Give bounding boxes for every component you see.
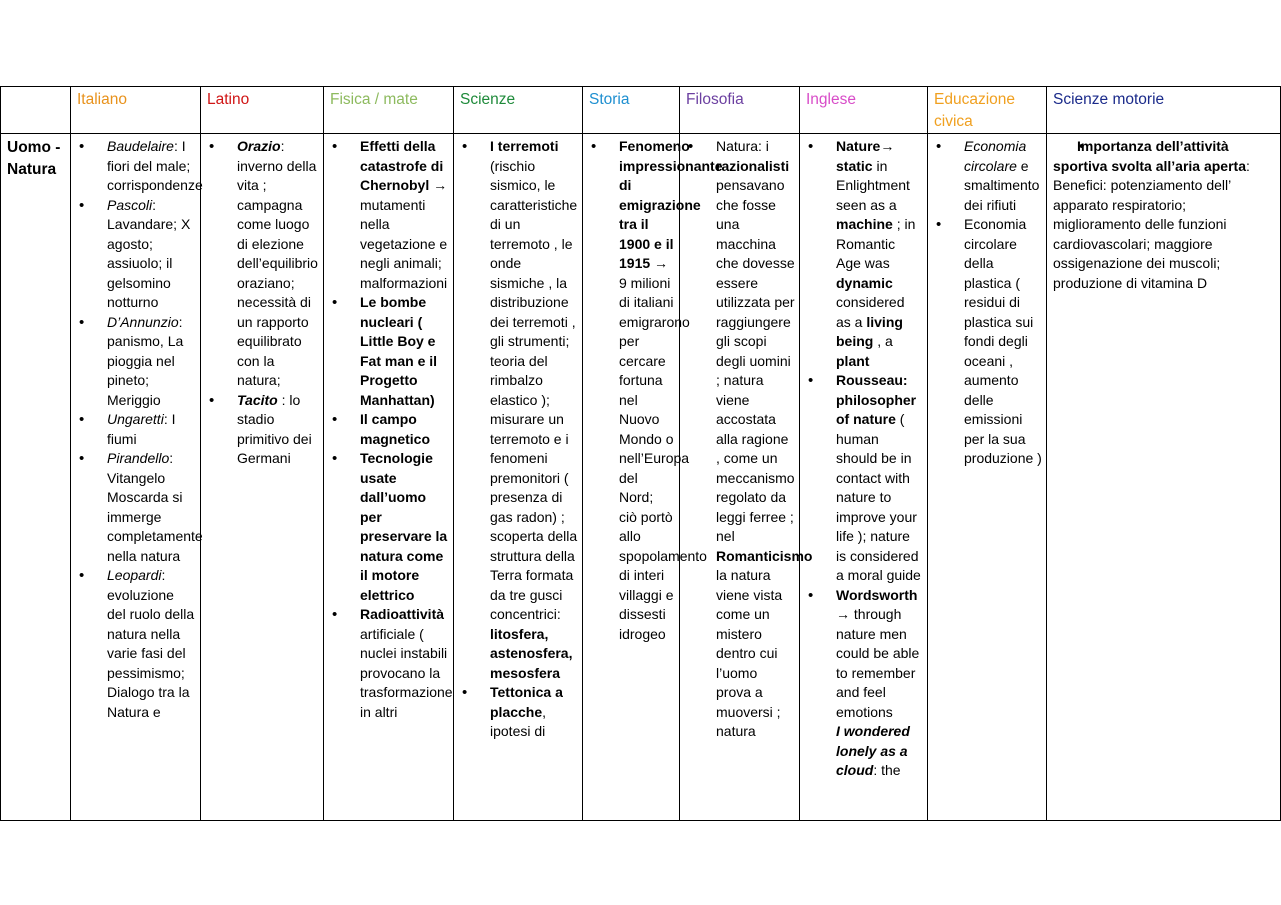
item-text: e smaltimento dei rifiuti bbox=[964, 157, 1040, 213]
item-bold: static bbox=[836, 157, 873, 174]
item-text: , ipotesi di bbox=[490, 703, 547, 739]
list-item bbox=[806, 371, 923, 586]
list-item bbox=[77, 449, 203, 566]
item-bold: Nature bbox=[836, 138, 881, 154]
item-text: : panismo, La pioggia nel pineto; Meriggio bbox=[107, 313, 184, 408]
item-bold: dynamic bbox=[836, 274, 893, 291]
list-item bbox=[1053, 137, 1276, 176]
header-filosofia: Filosofia bbox=[680, 87, 800, 134]
header-fisica-mate: Fisica / mate bbox=[324, 87, 454, 134]
arrow-right-icon: → bbox=[880, 138, 895, 154]
cell-educazione-civica bbox=[928, 134, 1047, 821]
item-text: la natura viene vista come un mistero dentro cui l’uomo prova a muoversi ; natura bbox=[716, 567, 783, 739]
cell-fisica-mate bbox=[324, 134, 454, 821]
author-name: Leopardi bbox=[107, 567, 162, 583]
item-text: in Enlightment seen as a bbox=[836, 157, 910, 213]
list-item bbox=[686, 137, 813, 742]
item-text: : inverno della vita ; campagna come luogo di elezione dell’equilibrio oraziano; necessità di un rapporto equilibrato con la natura; bbox=[237, 138, 318, 388]
item-text: : Lavandare; X agosto; assiuolo; il gelsomino notturno bbox=[107, 196, 191, 310]
header-row bbox=[1, 87, 1281, 134]
item-text: : evoluzione del ruolo della natura nella varie fasi del pessimismo; Dialogo tra la Natura e bbox=[107, 567, 195, 720]
author-name: Pascoli bbox=[107, 196, 153, 213]
list-item bbox=[460, 137, 578, 683]
header-scienze-motorie: Scienze motorie bbox=[1047, 87, 1281, 134]
item-bold: Rousseau: philosopher of nature bbox=[836, 372, 917, 427]
list-item bbox=[806, 137, 923, 371]
item-bold: Effetti della catastrofe di Chernobyl bbox=[360, 138, 444, 193]
cell-storia bbox=[583, 134, 723, 821]
list-item bbox=[77, 410, 196, 449]
item-bold: plant bbox=[836, 352, 870, 369]
civica-list bbox=[934, 137, 1042, 469]
list-item bbox=[806, 586, 923, 781]
author-name: D’Annunzio bbox=[107, 313, 179, 330]
item-bold: litosfera, astenosfera, mesosfera bbox=[490, 625, 573, 681]
item-text: : the bbox=[873, 762, 901, 778]
list-item bbox=[589, 137, 723, 644]
inglese-list bbox=[806, 137, 923, 781]
item-bold: Tecnologie usate dall’uomo per preservare la natura come il motore elettrico bbox=[360, 450, 448, 603]
author-name: Tacito bbox=[237, 391, 278, 408]
item-bold: Importanza dell’attività sportiva svolta all’aria aperta bbox=[1053, 138, 1246, 174]
item-text: : bbox=[1245, 157, 1250, 174]
list-item bbox=[207, 137, 319, 391]
item-bold: Romanticismo bbox=[716, 547, 813, 564]
list-item bbox=[77, 566, 196, 722]
list-item bbox=[934, 215, 1042, 469]
item-text: Natura: i bbox=[716, 138, 769, 154]
header-scienze: Scienze bbox=[454, 87, 583, 134]
list-item bbox=[460, 683, 578, 742]
corner-cell bbox=[1, 87, 71, 134]
subjects-table bbox=[0, 86, 1281, 821]
item-text: : I fiumi bbox=[107, 411, 176, 447]
item-text: , a bbox=[873, 333, 893, 349]
list-item bbox=[77, 137, 203, 196]
row-title: Uomo - Natura bbox=[1, 134, 71, 821]
item-text: pensavano che fosse una macchina che dovesse essere utilizzata per raggiungere gli scopi degli uomini ; natura viene accostata alla ragione , come un meccanismo regolato da leggi ferree ; nel bbox=[716, 177, 795, 544]
item-bold: Il campo magnetico bbox=[360, 411, 431, 447]
list-item bbox=[330, 410, 449, 449]
item-bold: I terremoti bbox=[490, 138, 559, 154]
row-uomo-natura bbox=[1, 134, 1281, 821]
header-italiano: Italiano bbox=[71, 87, 201, 134]
arrow-right-icon: → bbox=[433, 177, 448, 193]
item-bold: razionalisti bbox=[716, 157, 790, 174]
list-item bbox=[77, 196, 196, 313]
cell-filosofia bbox=[680, 134, 813, 821]
arrow-right-icon: → bbox=[654, 255, 669, 271]
benefits-text: Benefici: potenziamento dell’ apparato respiratorio; miglioramento delle funzioni cardiovascolari; maggiore ossigenazione dei muscoli; produzione di vitamina D bbox=[1053, 177, 1231, 291]
item-text: : I fiori del male; corrispondenze bbox=[107, 138, 203, 193]
list-item bbox=[330, 137, 449, 293]
item-text: ( human should be in contact with nature to improve your life ); nature is considered a moral guide bbox=[836, 411, 921, 583]
arrow-right-icon: → bbox=[836, 606, 850, 622]
list-item bbox=[934, 137, 1042, 215]
list-item bbox=[207, 391, 319, 469]
item-text: : Vitangelo Moscarda si immerge completamente nella natura bbox=[107, 450, 203, 564]
motorie-benefits bbox=[1053, 176, 1276, 293]
item-text: considered as a bbox=[836, 294, 905, 330]
cell-italiano bbox=[71, 134, 201, 821]
item-bold: Le bombe nucleari ( Little Boy e Fat man e il Progetto Manhattan) bbox=[360, 294, 438, 408]
item-text: 9 milioni di italiani emigrarono per cercare fortuna nel Nuovo Mondo o nell’Europa del Nord; ciò portò allo spopolamento di interi villaggi e dissesti idrogeo bbox=[619, 274, 707, 642]
header-latino: Latino bbox=[201, 87, 324, 134]
filosofia-list bbox=[686, 137, 813, 742]
scienze-list bbox=[460, 137, 578, 742]
list-item bbox=[330, 605, 453, 722]
item-italic: Economia circolare bbox=[964, 138, 1027, 174]
item-text: : lo stadio primitivo dei Germani bbox=[237, 391, 312, 466]
item-bold: Fenomeno impressionante di emigrazione tra il 1900 e il 1915 bbox=[619, 138, 723, 271]
item-text: ; in Romantic Age was bbox=[836, 216, 916, 271]
cell-inglese bbox=[800, 134, 928, 821]
italiano-list bbox=[77, 137, 203, 722]
header-educazione-civica: Educazione civica bbox=[928, 87, 1047, 134]
cell-latino bbox=[201, 134, 324, 821]
item-bold: living being bbox=[836, 313, 903, 349]
item-bold: Wordsworth bbox=[836, 586, 918, 603]
item-bold: Tettonica a placche bbox=[490, 684, 563, 720]
list-item bbox=[330, 293, 449, 410]
table-sheet bbox=[0, 86, 1280, 814]
item-bold: Radioattività bbox=[360, 606, 445, 622]
item-bold: machine bbox=[836, 216, 893, 232]
fisica-list bbox=[330, 137, 453, 722]
author-name: Ungaretti bbox=[107, 411, 164, 427]
list-item bbox=[330, 449, 449, 605]
item-text: mutamenti nella vegetazione e negli animali; malformazioni bbox=[360, 196, 448, 291]
storia-list bbox=[589, 137, 723, 644]
cell-scienze-motorie bbox=[1047, 134, 1281, 821]
item-text: Economia circolare della plastica ( residui di plastica sui fondi degli oceani , aumento delle emissioni per la sua produzione ) bbox=[964, 216, 1042, 466]
motorie-list bbox=[1053, 137, 1276, 176]
item-text: through nature men could be able to remember and feel emotions bbox=[836, 606, 920, 720]
item-text: artificiale ( nuclei instabili provocano la trasformazione in altri bbox=[360, 625, 453, 720]
header-storia: Storia bbox=[583, 87, 680, 134]
cell-scienze bbox=[454, 134, 583, 821]
latino-list bbox=[207, 137, 319, 469]
poem-title: I wondered lonely as a cloud bbox=[836, 723, 910, 778]
author-name: Baudelaire bbox=[107, 138, 174, 154]
author-name: Orazio bbox=[237, 138, 281, 154]
list-item bbox=[77, 313, 196, 411]
header-inglese: Inglese bbox=[800, 87, 928, 134]
item-text: (rischio sismico, le caratteristiche di un terremoto , le onde sismiche , la distribuzione dei terremoti , gli strumenti; teoria del rimbalzo elastico ); misurare un terremoto e i fenomeni premonitori ( presenza di gas radon) ; scoperta della struttura della Terra formata da tre gusci concentrici: bbox=[490, 157, 578, 622]
author-name: Pirandello bbox=[107, 450, 170, 466]
